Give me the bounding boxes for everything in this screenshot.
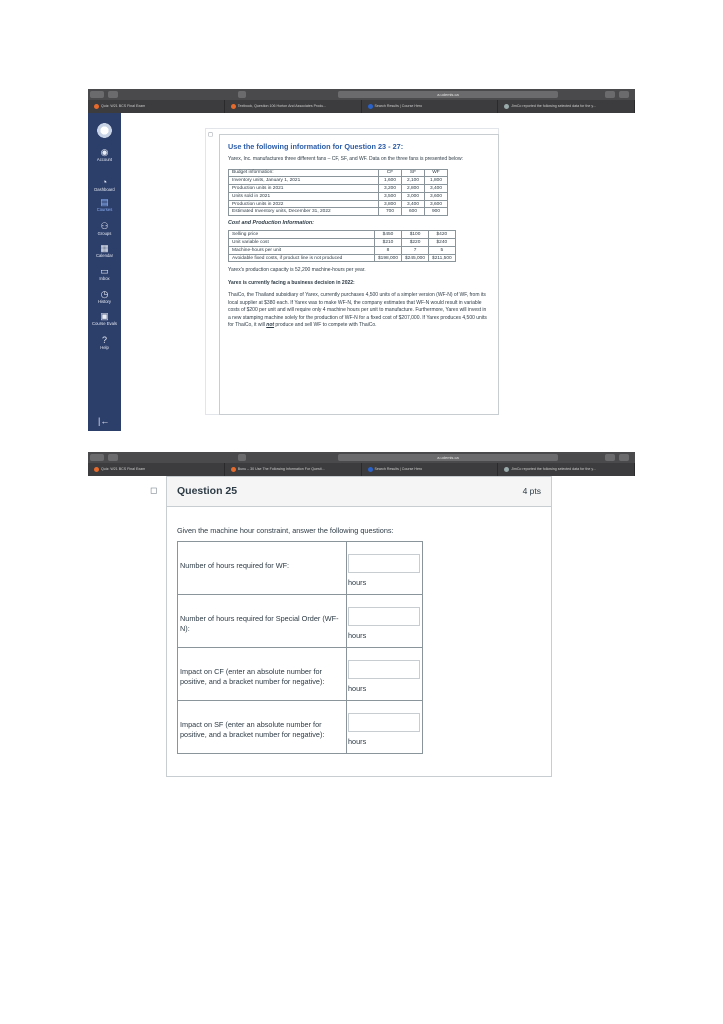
back-forward-buttons[interactable] bbox=[90, 91, 104, 98]
row-label: Production units in 2022 bbox=[229, 200, 379, 208]
tab-favicon-icon bbox=[94, 467, 99, 472]
row-label: Inventory units, January 1, 2021 bbox=[229, 177, 379, 185]
row-label: Estimated Inventory units, December 31, 2022 bbox=[229, 208, 379, 216]
table-row bbox=[229, 239, 456, 247]
browser-tab[interactable]: Quiz: W21 BCS Final Exam bbox=[88, 463, 225, 476]
sidebar-item-label: Courses bbox=[96, 207, 113, 212]
table-cell: $450 bbox=[375, 231, 402, 239]
tab-favicon-icon bbox=[94, 104, 99, 109]
tab-favicon-icon bbox=[231, 467, 236, 472]
sidebar-item-label: Account bbox=[96, 157, 113, 162]
sidebar-item-account[interactable] bbox=[88, 147, 121, 163]
history-icon: ◷ bbox=[100, 289, 109, 299]
capacity-text: Yarex's production capacity is 52,200 machine-hours per year. bbox=[228, 267, 366, 274]
table-cell: 600 bbox=[402, 208, 425, 216]
table-cell: $210 bbox=[375, 239, 402, 247]
table-cell: 3,000 bbox=[402, 192, 425, 200]
browser-tab[interactable]: Search Results | Course Hero bbox=[362, 100, 499, 113]
row-label: Units sold in 2021 bbox=[229, 192, 379, 200]
info-title: Use the following information for Question 23 - 27: bbox=[228, 142, 404, 151]
table-cell: 5 bbox=[429, 246, 456, 254]
decision-heading: Yarex is currently facing a business decision in 2022: bbox=[228, 279, 355, 286]
answer-label: Impact on CF (enter an absolute number for positive, and a bracket number for negative): bbox=[178, 648, 347, 701]
answer-row bbox=[178, 595, 423, 648]
sidebar-toggle-button[interactable] bbox=[108, 91, 118, 98]
browser-toolbar bbox=[88, 452, 635, 463]
tab-favicon-icon bbox=[504, 467, 509, 472]
table-cell: 3,200 bbox=[379, 185, 402, 193]
table-cell: 1,600 bbox=[379, 177, 402, 185]
answer-cell bbox=[347, 701, 423, 754]
question-panel bbox=[150, 476, 552, 777]
table-cell: $211,500 bbox=[429, 254, 456, 262]
table-cell: 3,600 bbox=[425, 192, 448, 200]
browser-tab[interactable]: Bunu – 30 Use The Following Information For Questi... bbox=[225, 463, 362, 476]
table-cell: 8 bbox=[375, 246, 402, 254]
help-icon: ? bbox=[101, 335, 107, 345]
cost-info-title: Cost and Production Information: bbox=[228, 220, 314, 227]
sidebar-item-label: Calendar bbox=[96, 253, 113, 258]
column-header: SF bbox=[402, 169, 425, 177]
table-cell: 900 bbox=[425, 208, 448, 216]
answer-table bbox=[177, 541, 423, 754]
institution-logo[interactable] bbox=[93, 119, 116, 142]
table-cell: 2,800 bbox=[402, 185, 425, 193]
browser-tab[interactable]: Quiz: W21 BCS Final Exam bbox=[88, 100, 225, 113]
sidebar-item-dashboard[interactable] bbox=[88, 177, 121, 193]
sidebar-item-label: Inbox bbox=[99, 276, 110, 281]
tab-favicon-icon bbox=[231, 104, 236, 109]
address-bar[interactable]: a.udemis.ca bbox=[338, 91, 558, 98]
sidebar-item-help[interactable] bbox=[88, 335, 121, 351]
flag-question-icon[interactable]: ◻ bbox=[208, 132, 213, 138]
answer-label: Impact on SF (enter an absolute number for positive, and a bracket number for negative): bbox=[178, 701, 347, 754]
answer-row bbox=[178, 701, 423, 754]
row-label: Unit variable cost bbox=[229, 239, 375, 247]
global-nav-sidebar bbox=[88, 113, 121, 431]
browser-tabs bbox=[88, 100, 635, 113]
table-cell: $240 bbox=[429, 239, 456, 247]
question-prompt: Given the machine hour constraint, answer the following questions: bbox=[177, 526, 394, 535]
sidebar-item-label: History bbox=[97, 299, 112, 304]
table-cell: $245,000 bbox=[402, 254, 429, 262]
back-forward-buttons[interactable] bbox=[90, 454, 104, 461]
question-info-box bbox=[219, 134, 499, 415]
courses-icon: ▤ bbox=[100, 197, 109, 207]
answer-cell bbox=[347, 595, 423, 648]
table-row bbox=[229, 192, 448, 200]
address-bar[interactable]: a.udemis.ca bbox=[338, 454, 558, 461]
column-header: Budget information: bbox=[229, 169, 379, 177]
answer-input[interactable] bbox=[348, 713, 420, 732]
table-cell: $220 bbox=[402, 239, 429, 247]
table-row bbox=[229, 231, 456, 239]
answer-input[interactable] bbox=[348, 660, 420, 679]
sidebar-item-label: Dashboard bbox=[94, 187, 115, 192]
flag-question-icon[interactable]: ◻ bbox=[150, 485, 158, 495]
tab-favicon-icon bbox=[368, 467, 373, 472]
sidebar-item-history[interactable] bbox=[88, 289, 121, 305]
answer-row bbox=[178, 542, 423, 595]
privacy-button[interactable] bbox=[238, 91, 246, 98]
answer-label: Number of hours required for Special Order (WF-N): bbox=[178, 595, 347, 648]
tabs-overview-button[interactable] bbox=[619, 454, 629, 461]
unit-label: hours bbox=[348, 631, 367, 640]
cost-table bbox=[228, 230, 456, 262]
tab-favicon-icon bbox=[368, 104, 373, 109]
sidebar-item-course-evals[interactable] bbox=[88, 311, 121, 327]
calendar-icon: ▦ bbox=[100, 243, 109, 253]
table-cell: 1,800 bbox=[425, 177, 448, 185]
answer-cell bbox=[347, 648, 423, 701]
sidebar-item-label: Course Evals bbox=[92, 321, 117, 326]
sidebar-item-groups[interactable] bbox=[88, 221, 121, 237]
unit-label: hours bbox=[348, 578, 367, 587]
table-cell: 3,400 bbox=[402, 200, 425, 208]
table-cell: 3,400 bbox=[425, 185, 448, 193]
share-button[interactable] bbox=[605, 454, 615, 461]
question-points: 4 pts bbox=[522, 486, 541, 496]
groups-icon: ⚇ bbox=[100, 221, 109, 231]
question-number: Question 25 bbox=[177, 485, 238, 497]
table-row bbox=[229, 208, 448, 216]
answer-label: Number of hours required for WF: bbox=[178, 542, 347, 595]
table-cell: $198,000 bbox=[375, 254, 402, 262]
course-evals-icon: ▣ bbox=[100, 311, 109, 321]
browser-tab[interactable]: JimCo reported the following selected data for the y... bbox=[498, 463, 635, 476]
browser-tab[interactable]: Search Results | Course Hero bbox=[362, 463, 499, 476]
answer-cell bbox=[347, 542, 423, 595]
table-cell: $100 bbox=[402, 231, 429, 239]
browser-toolbar bbox=[88, 89, 635, 100]
decision-text: ThaiCo, the Thailand subsidiary of Yarex, currently purchases 4,500 units of a simpler version (WF-N) of WF, from its local supplier at $380 each. If Yarex was to make WF-N, the company estimates that WF-N would result in variable costs of $200 per unit and will require only 4 machine hours per unit to manufacture. Furthermore, Yarex will invest in a new stamping machine solely for the production of WF-N for a fixed cost of $207,000. If Yarex produces 4,500 units for ThaiCo, it will not produce and sell WF to compete with ThaiCo. bbox=[228, 292, 487, 329]
browser-tabs bbox=[88, 463, 635, 476]
browser-tab[interactable]: JimCo reported the following selected data for the y... bbox=[498, 100, 635, 113]
row-label: Machine-hours per unit bbox=[229, 246, 375, 254]
browser-chrome-top bbox=[88, 89, 635, 113]
privacy-button[interactable] bbox=[238, 454, 246, 461]
table-cell: 3,600 bbox=[425, 200, 448, 208]
inbox-icon: ▭ bbox=[100, 266, 109, 276]
table-header-row bbox=[229, 169, 448, 177]
answer-row bbox=[178, 648, 423, 701]
column-header: WF bbox=[425, 169, 448, 177]
row-label: Production units in 2021 bbox=[229, 185, 379, 193]
table-cell: 700 bbox=[379, 208, 402, 216]
tab-favicon-icon bbox=[504, 104, 509, 109]
browser-tab[interactable]: Textbook, Question 106 Horton And Associates Produ... bbox=[225, 100, 362, 113]
table-cell: 7 bbox=[402, 246, 429, 254]
sidebar-toggle-button[interactable] bbox=[108, 454, 118, 461]
sidebar-item-label: Help bbox=[100, 345, 109, 350]
table-row bbox=[229, 177, 448, 185]
answer-input[interactable] bbox=[348, 554, 420, 573]
browser-chrome-bottom bbox=[88, 452, 635, 476]
sidebar-item-inbox[interactable] bbox=[88, 266, 121, 282]
column-header: CF bbox=[379, 169, 402, 177]
sidebar-item-calendar[interactable] bbox=[88, 243, 121, 259]
tabs-overview-button[interactable] bbox=[619, 91, 629, 98]
unit-label: hours bbox=[348, 737, 367, 746]
budget-table bbox=[228, 169, 448, 217]
table-row bbox=[229, 246, 456, 254]
info-intro: Yarex, Inc. manufactures three different fans – CF, SF, and WF. Data on the three fans is presented below: bbox=[228, 156, 463, 162]
table-row bbox=[229, 200, 448, 208]
table-row bbox=[229, 185, 448, 193]
question-header bbox=[150, 477, 551, 507]
answer-input[interactable] bbox=[348, 607, 420, 626]
table-cell: $420 bbox=[429, 231, 456, 239]
row-label: Selling price bbox=[229, 231, 375, 239]
unit-label: hours bbox=[348, 684, 367, 693]
sidebar-item-courses[interactable] bbox=[88, 197, 121, 213]
share-button[interactable] bbox=[605, 91, 615, 98]
dashboard-icon: ◔ bbox=[101, 177, 108, 187]
account-icon: ◉ bbox=[100, 147, 109, 157]
table-cell: 3,800 bbox=[379, 200, 402, 208]
sidebar-item-label: Groups bbox=[97, 231, 112, 236]
table-cell: 2,100 bbox=[402, 177, 425, 185]
collapse-nav-icon[interactable]: |← bbox=[98, 416, 110, 426]
table-cell: 3,500 bbox=[379, 192, 402, 200]
row-label: Avoidable fixed costs, if product line is not produced bbox=[229, 254, 375, 262]
table-row bbox=[229, 254, 456, 262]
